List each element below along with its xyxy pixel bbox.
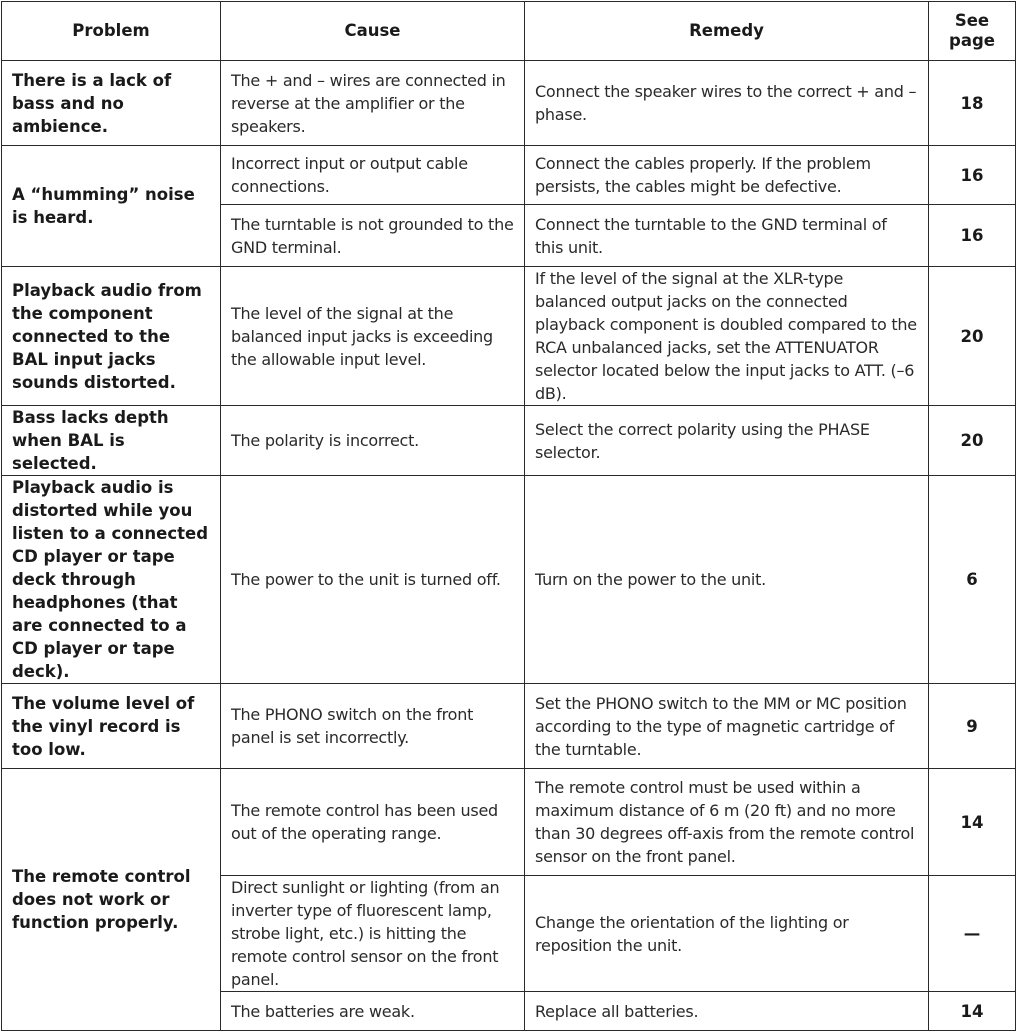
cause-cell: The turntable is not grounded to the GND terminal. (221, 205, 525, 267)
remedy-cell: Replace all batteries. (525, 992, 929, 1031)
remedy-cell: Change the orientation of the lighting or reposition the unit. (525, 876, 929, 992)
problem-cell: The remote control does not work or function properly. (2, 769, 221, 1031)
header-see-page-line1: See (954, 11, 990, 30)
remedy-cell: Turn on the power to the unit. (525, 476, 929, 684)
remedy-cell: The remote control must be used within a maximum distance of 6 m (20 ft) and no more than 30 degrees off-axis from the remote control sensor on the front panel. (525, 769, 929, 876)
remedy-cell: Connect the cables properly. If the problem persists, the cables might be defective. (525, 146, 929, 205)
cause-cell: The power to the unit is turned off. (221, 476, 525, 684)
cause-cell: The batteries are weak. (221, 992, 525, 1031)
cause-cell: The level of the signal at the balanced input jacks is exceeding the allowable input level. (221, 267, 525, 406)
page-cell: 6 (929, 476, 1016, 684)
page-cell: 14 (929, 769, 1016, 876)
cause-cell: The PHONO switch on the front panel is set incorrectly. (221, 684, 525, 769)
problem-cell: Playback audio is distorted while you listen to a connected CD player or tape deck through headphones (that are connected to a CD player or tape deck). (2, 476, 221, 684)
table-row (2, 476, 1016, 684)
cause-cell: The remote control has been used out of the operating range. (221, 769, 525, 876)
problem-cell: The volume level of the vinyl record is too low. (2, 684, 221, 769)
header-cause: Cause (221, 2, 525, 61)
table-row (2, 146, 1016, 205)
header-see-page (929, 2, 1016, 61)
cause-cell: The + and – wires are connected in reverse at the amplifier or the speakers. (221, 61, 525, 146)
header-problem: Problem (2, 2, 221, 61)
table-row (2, 406, 1016, 476)
header-see-page-line2: page (949, 31, 995, 50)
remedy-cell: If the level of the signal at the XLR-type balanced output jacks on the connected playback component is doubled compared to the RCA unbalanced jacks, set the ATTENUATOR selector located below the input jacks to ATT. (–6 dB). (525, 267, 929, 406)
table-row (2, 61, 1016, 146)
problem-cell: Playback audio from the component connected to the BAL input jacks sounds distorted. (2, 267, 221, 406)
troubleshooting-table (1, 1, 1016, 1031)
problem-cell: A “humming” noise is heard. (2, 146, 221, 267)
table-row (2, 769, 1016, 876)
page-cell: 9 (929, 684, 1016, 769)
cause-cell: Direct sunlight or lighting (from an inverter type of fluorescent lamp, strobe light, etc.) is hitting the remote control sensor on the front panel. (221, 876, 525, 992)
remedy-cell: Connect the speaker wires to the correct + and – phase. (525, 61, 929, 146)
cause-cell: The polarity is incorrect. (221, 406, 525, 476)
problem-cell: Bass lacks depth when BAL is selected. (2, 406, 221, 476)
table-row (2, 684, 1016, 769)
header-row (2, 2, 1016, 61)
page-cell: 20 (929, 267, 1016, 406)
cause-cell: Incorrect input or output cable connections. (221, 146, 525, 205)
page-cell: 18 (929, 61, 1016, 146)
remedy-cell: Connect the turntable to the GND terminal of this unit. (525, 205, 929, 267)
table-row (2, 267, 1016, 406)
remedy-cell: Select the correct polarity using the PHASE selector. (525, 406, 929, 476)
page-cell: 16 (929, 205, 1016, 267)
header-remedy: Remedy (525, 2, 929, 61)
page-cell: — (929, 876, 1016, 992)
page-cell: 16 (929, 146, 1016, 205)
page-cell: 14 (929, 992, 1016, 1031)
problem-cell: There is a lack of bass and no ambience. (2, 61, 221, 146)
page-cell: 20 (929, 406, 1016, 476)
remedy-cell: Set the PHONO switch to the MM or MC position according to the type of magnetic cartridge of the turntable. (525, 684, 929, 769)
